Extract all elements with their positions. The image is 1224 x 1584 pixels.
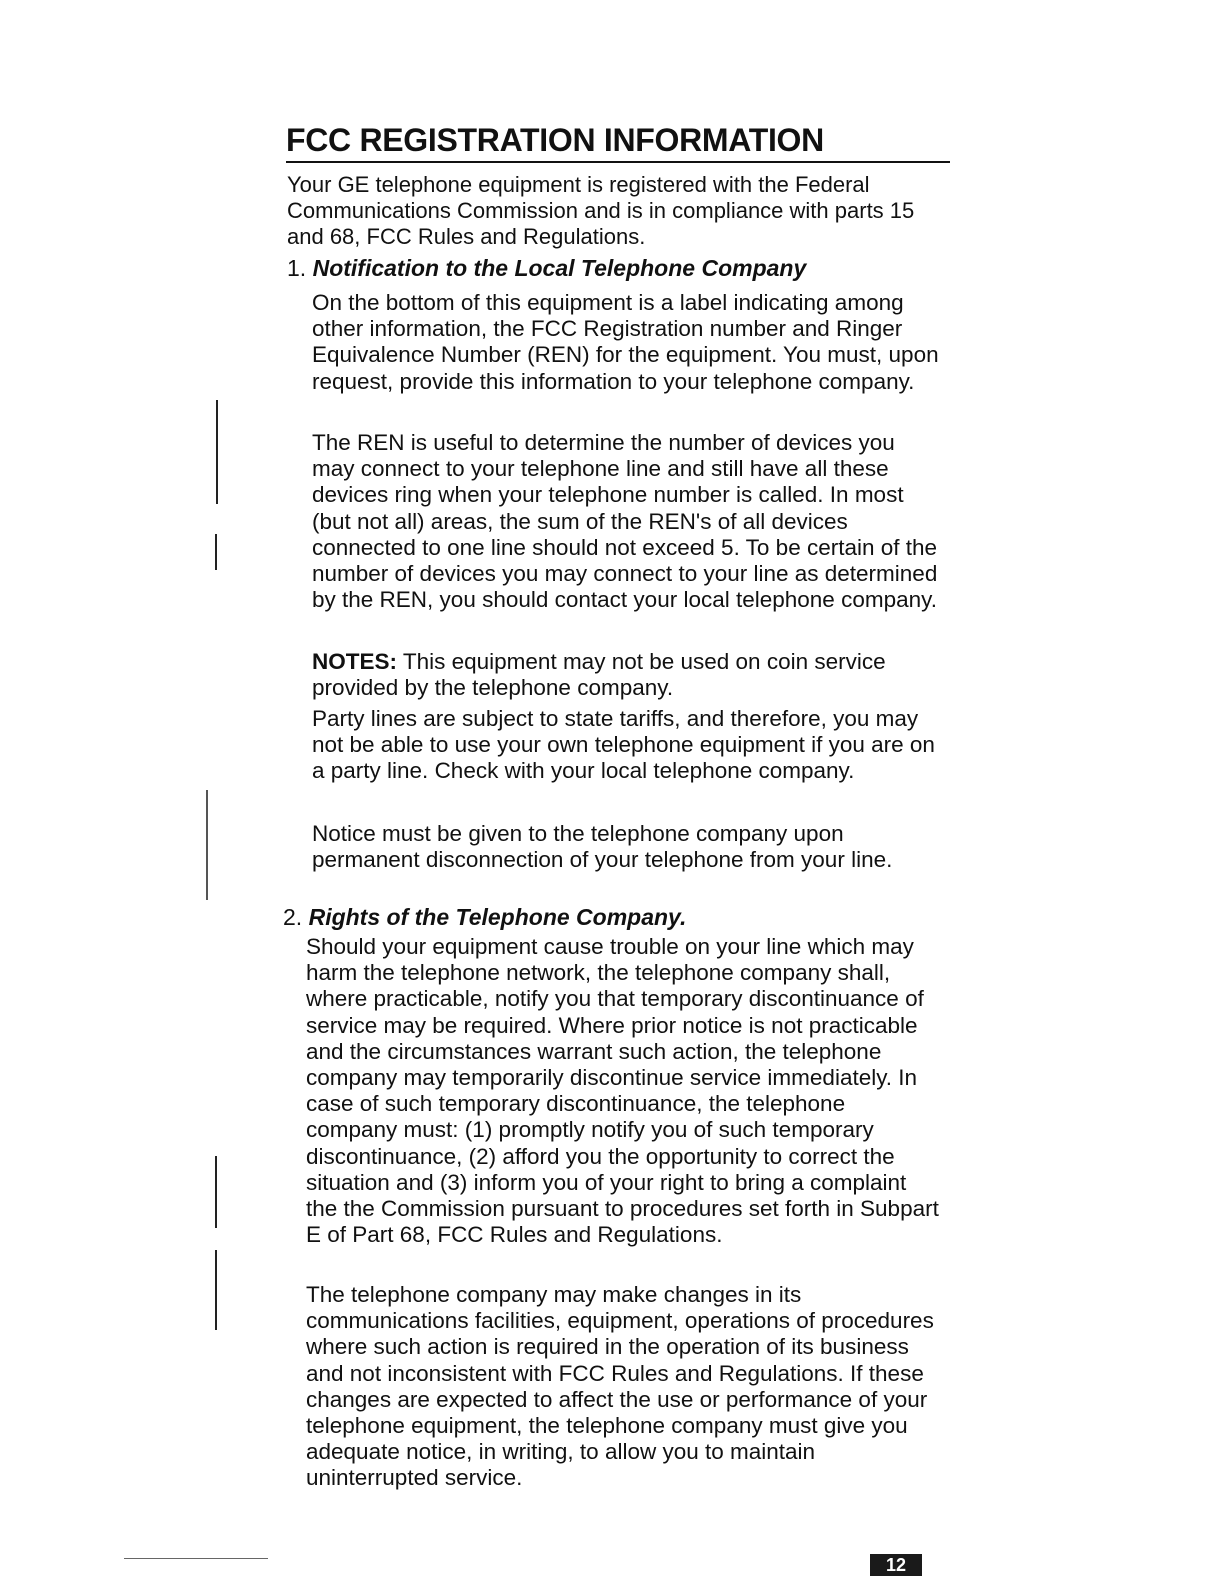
section-1-paragraph-2: The REN is useful to determine the number of devices you may connect to your telephone line and still have all these devices ring when your telephone number is called. In most (but not all) areas, the sum of the REN's of all devices connected to one line should not exceed 5. To be certain of the number of devices you may connect to your line as determined by the REN, you should contact your local telephone company. (312, 430, 938, 613)
section-1-notes (312, 649, 942, 701)
section-1-paragraph-5: Notice must be given to the telephone company upon permanent disconnection of your telephone from your line. (312, 821, 893, 873)
section-1-number: 1. (287, 255, 307, 281)
page-title: FCC REGISTRATION INFORMATION (286, 121, 950, 163)
section-1-title: Notification to the Local Telephone Company (312, 255, 807, 281)
notes-label: NOTES: (312, 649, 398, 674)
scan-artifact-rule (124, 1558, 268, 1559)
section-2-paragraph-1: Should your equipment cause trouble on your line which may harm the telephone network, the telephone company shall, where practicable, notify you that temporary discontinuance of service may be required. Where prior notice is not practicable and the circumstances warrant such action, the telephone company may temporarily discontinue service immediately. In case of such temporary discontinuance, the telephone company must: (1) promptly notify you of such temporary discontinuance, (2) afford you the opportunity to correct the situation and (3) inform you of your right to bring a complaint the the Commission pursuant to procedures set forth in Subpart E of Part 68, FCC Rules and Regulations. (306, 934, 939, 1248)
scan-artifact-mark (215, 534, 217, 570)
section-2-paragraph-2: The telephone company may make changes in its communications facilities, equipment, operations of procedures where such action is required in the operation of its business and not inconsistent with FCC Rules and Regulations. If these changes are expected to affect the use or performance of your telephone equipment, the telephone company must give you adequate notice, in writing, to allow you to maintain uninterrupted service. (306, 1282, 934, 1491)
scan-artifact-mark (215, 1156, 217, 1228)
scan-artifact-mark (216, 460, 218, 504)
section-1-paragraph-4: Party lines are subject to state tariffs, and therefore, you may not be able to use your own telephone equipment if you are on a party line. Check with your local telephone company. (312, 706, 935, 784)
page-number-badge: 12 (870, 1554, 922, 1576)
section-2-title: Rights of the Telephone Company. (308, 904, 687, 930)
section-1-heading (287, 254, 806, 282)
section-2-number: 2. (283, 904, 303, 930)
scan-artifact-mark (206, 790, 208, 900)
notes-text: This equipment may not be used on coin service provided by the telephone company. (312, 649, 886, 701)
intro-paragraph: Your GE telephone equipment is registered with the Federal Communications Commission and is in compliance with parts 15 and 68, FCC Rules and Regulations. (287, 172, 915, 249)
scan-artifact-mark (215, 1250, 217, 1330)
section-1-paragraph-1: On the bottom of this equipment is a label indicating among other information, the FCC Registration number and Ringer Equivalence Number (REN) for the equipment. You must, upon request, provide this information to your telephone company. (312, 290, 939, 394)
section-2-heading (283, 903, 686, 931)
scan-artifact-mark (216, 400, 218, 460)
